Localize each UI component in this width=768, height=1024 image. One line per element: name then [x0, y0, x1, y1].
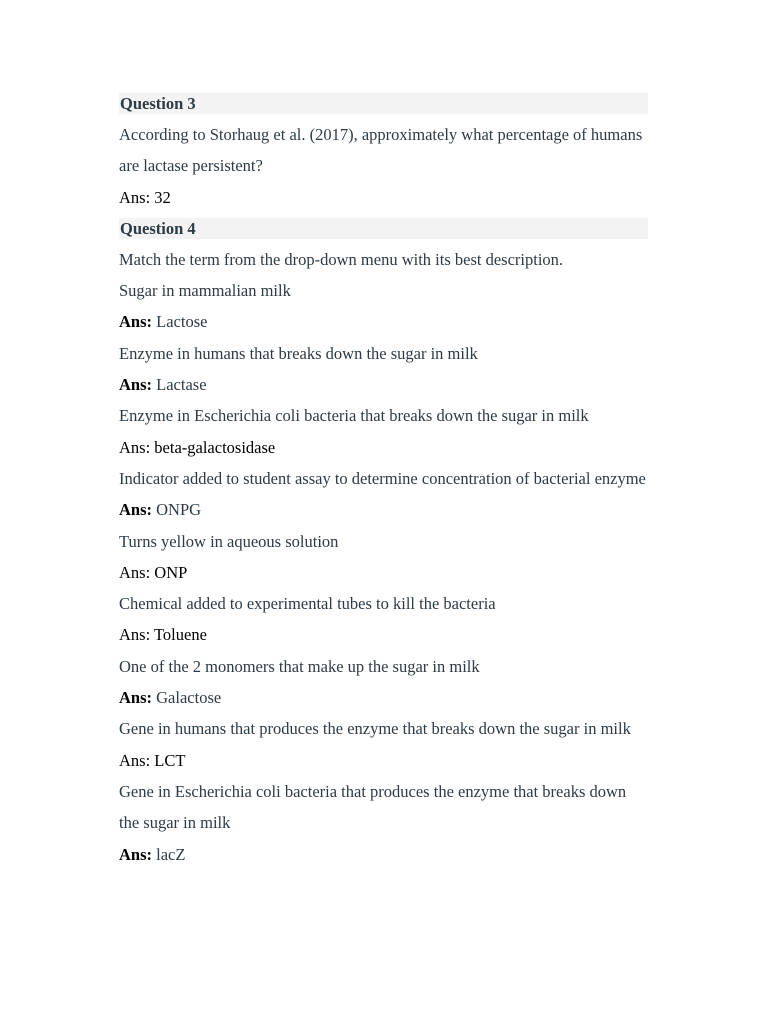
answer-value: Galactose [152, 688, 222, 708]
question-3-prompt: According to Storhaug et al. (2017), approximately what percentage of humans are lactase persistent? [119, 125, 643, 176]
answer-label: Ans: [119, 375, 153, 395]
item-9-description: Gene in Escherichia coli bacteria that produces the enzyme that breaks down the sugar in milk [119, 781, 627, 833]
answer-value: ONPG [152, 500, 202, 520]
item-6-answer: Ans: Toluene [119, 625, 207, 645]
answer-label: Ans: [119, 844, 153, 864]
item-5-description: Turns yellow in aqueous solution [119, 531, 339, 551]
question-3-heading: Question 3 [119, 93, 648, 114]
item-1-description: Sugar in mammalian milk [119, 281, 291, 301]
item-3-description: Enzyme in Escherichia coli bacteria that breaks down the sugar in milk [119, 406, 589, 426]
item-5-answer: Ans: ONP [119, 562, 188, 582]
answer-label: Ans: [119, 312, 153, 332]
item-2-answer [119, 369, 648, 400]
item-4-answer [119, 494, 648, 525]
answer-value: Lactose [152, 312, 208, 332]
document-body [119, 88, 648, 870]
item-8-description: Gene in humans that produces the enzyme that breaks down the sugar in milk [119, 719, 631, 739]
answer-value: lacZ [152, 844, 186, 864]
item-4-description: Indicator added to student assay to determine concentration of bacterial enzyme [119, 468, 646, 488]
item-7-description: One of the 2 monomers that make up the sugar in milk [119, 656, 480, 676]
answer-label: Ans: [119, 688, 153, 708]
item-1-answer [119, 306, 648, 337]
answer-value: Lactase [152, 375, 207, 395]
question-4-heading: Question 4 [119, 218, 648, 239]
item-3-answer: Ans: beta-galactosidase [119, 437, 276, 457]
item-2-description: Enzyme in humans that breaks down the sugar in milk [119, 343, 478, 363]
item-6-description: Chemical added to experimental tubes to kill the bacteria [119, 594, 496, 614]
question-4-intro: Match the term from the drop-down menu with its best description. [119, 249, 564, 269]
item-9-answer [119, 839, 648, 870]
question-3-answer: Ans: 32 [119, 187, 171, 207]
item-8-answer: Ans: LCT [119, 750, 186, 770]
item-7-answer [119, 682, 648, 713]
answer-label: Ans: [119, 500, 153, 520]
